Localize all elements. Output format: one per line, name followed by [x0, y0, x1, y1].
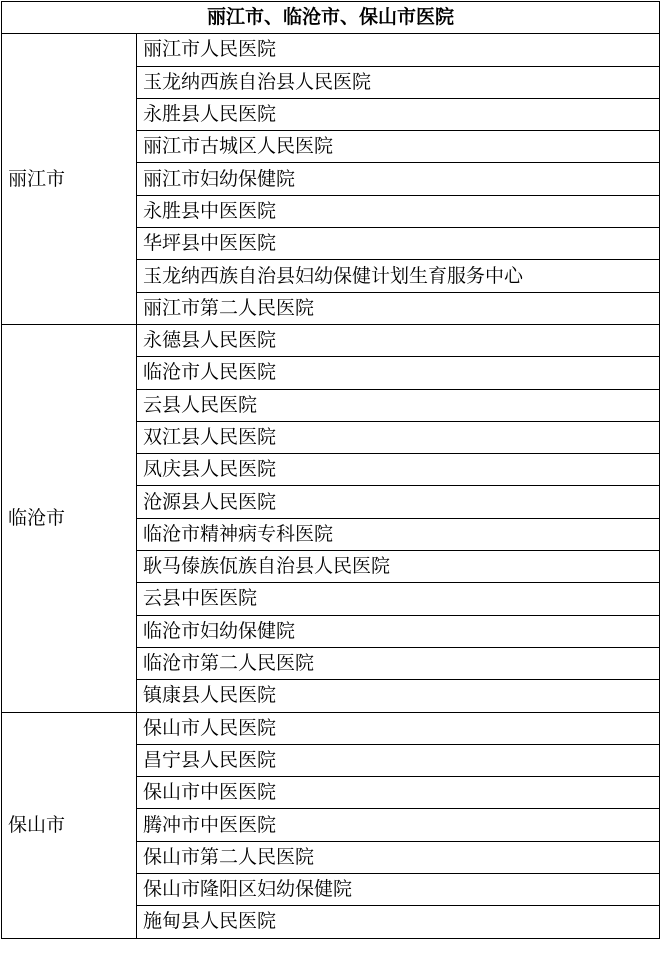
hospital-cell: 永德县人民医院: [137, 324, 660, 356]
hospital-cell: 永胜县中医医院: [137, 195, 660, 227]
hospital-cell: 凤庆县人民医院: [137, 454, 660, 486]
hospital-cell: 腾冲市中医医院: [137, 809, 660, 841]
title-row: [2, 2, 660, 34]
hospital-cell: 临沧市第二人民医院: [137, 647, 660, 679]
hospital-cell: 丽江市人民医院: [137, 34, 660, 66]
hospital-cell: 保山市中医医院: [137, 777, 660, 809]
hospital-cell: 玉龙纳西族自治县妇幼保健计划生育服务中心: [137, 260, 660, 292]
table-body: [2, 34, 660, 938]
hospital-cell: 临沧市精神病专科医院: [137, 518, 660, 550]
hospital-cell: 云县人民医院: [137, 389, 660, 421]
hospital-cell: 云县中医医院: [137, 583, 660, 615]
hospital-cell: 保山市人民医院: [137, 712, 660, 744]
table-row: [2, 324, 660, 356]
hospital-cell: 丽江市第二人民医院: [137, 292, 660, 324]
hospital-cell: 施甸县人民医院: [137, 906, 660, 938]
hospital-cell: 耿马傣族佤族自治县人民医院: [137, 551, 660, 583]
hospital-cell: 双江县人民医院: [137, 421, 660, 453]
hospital-cell: 丽江市古城区人民医院: [137, 131, 660, 163]
hospital-cell: 保山市隆阳区妇幼保健院: [137, 874, 660, 906]
hospital-table: [1, 1, 660, 939]
hospital-cell: 临沧市妇幼保健院: [137, 615, 660, 647]
table-row: [2, 712, 660, 744]
hospital-cell: 临沧市人民医院: [137, 357, 660, 389]
hospital-cell: 华坪县中医医院: [137, 228, 660, 260]
table-row: [2, 34, 660, 66]
city-cell: 临沧市: [2, 324, 137, 712]
table-title: 丽江市、临沧市、保山市医院: [2, 2, 660, 34]
hospital-cell: 永胜县人民医院: [137, 98, 660, 130]
city-cell: 丽江市: [2, 34, 137, 325]
hospital-cell: 玉龙纳西族自治县人民医院: [137, 66, 660, 98]
hospital-cell: 镇康县人民医院: [137, 680, 660, 712]
hospital-cell: 昌宁县人民医院: [137, 744, 660, 776]
hospital-cell: 丽江市妇幼保健院: [137, 163, 660, 195]
hospital-cell: 保山市第二人民医院: [137, 841, 660, 873]
hospital-cell: 沧源县人民医院: [137, 486, 660, 518]
city-cell: 保山市: [2, 712, 137, 938]
